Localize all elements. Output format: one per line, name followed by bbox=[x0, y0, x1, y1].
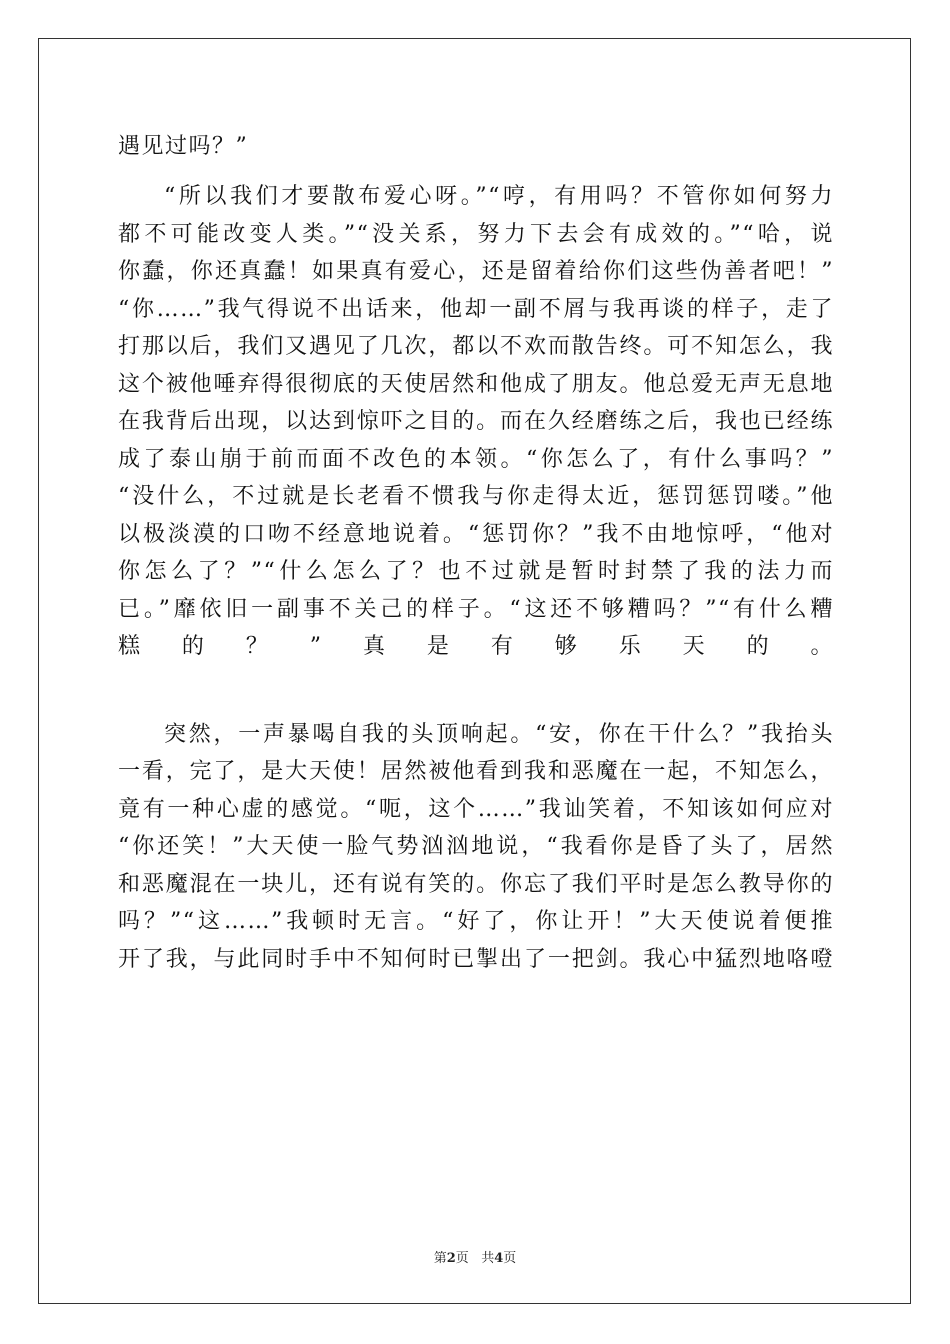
text-line: 打那以后，我们又遇见了几次，都以不欢而散告终。可不知怎么，我 bbox=[118, 334, 834, 359]
text-line: 这个被他唾弃得很彻底的天使居然和他成了朋友。他总爱无声无息地 bbox=[118, 371, 834, 397]
text-line: 成了泰山崩于前而面不改色的本领。“你怎么了，有什么事吗？” bbox=[118, 446, 834, 472]
document-body bbox=[118, 128, 834, 978]
paragraph bbox=[118, 128, 834, 166]
text-line: 遇见过吗？” bbox=[118, 134, 249, 159]
total-prefix: 共 bbox=[481, 1251, 495, 1266]
page-prefix: 第 bbox=[433, 1251, 447, 1266]
text-line bbox=[118, 666, 834, 704]
text-line: “没什么，不过就是长老看不惯我与你走得太近，惩罚惩罚喽。”他 bbox=[118, 484, 834, 509]
text-line: 竟有一种心虚的感觉。“呃，这个……”我讪笑着，不知该如何应对 bbox=[118, 796, 834, 822]
text-line: 都不可能改变人类。”“没关系，努力下去会有成效的。”“哈，说 bbox=[118, 221, 834, 247]
total-pages: 4 bbox=[494, 1251, 504, 1266]
page-suffix: 页 bbox=[455, 1251, 469, 1266]
paragraph bbox=[118, 178, 834, 703]
total-suffix: 页 bbox=[503, 1251, 517, 1266]
text-line: “所以我们才要散布爱心呀。”“哼，有用吗？不管你如何努力 bbox=[164, 184, 834, 209]
text-line: 你蠢，你还真蠢！如果真有爱心，还是留着给你们这些伪善者吧！” bbox=[118, 259, 834, 284]
paragraph bbox=[118, 716, 834, 979]
text-line: “你……”我气得说不出话来，他却一副不屑与我再谈的样子，走了 bbox=[118, 296, 834, 322]
page-number: 2 bbox=[446, 1251, 456, 1266]
text-line: 在我背后出现，以达到惊吓之目的。而在久经磨练之后，我也已经练 bbox=[118, 409, 834, 434]
text-line: “你还笑！”大天使一脸气势汹汹地说，“我看你是昏了头了，居然 bbox=[118, 834, 834, 859]
page-footer bbox=[0, 1247, 950, 1266]
text-line: 一看，完了，是大天使！居然被他看到我和恶魔在一起，不知怎么， bbox=[118, 759, 834, 784]
text-line: 开了我，与此同时手中不知何时已掣出了一把剑。我心中猛烈地咯噔 bbox=[118, 946, 834, 972]
text-line: 糕的？”真是有够乐天的。 bbox=[118, 634, 834, 659]
text-line: 突然，一声暴喝自我的头顶响起。“安，你在干什么？”我抬头 bbox=[164, 721, 834, 747]
text-line: 你怎么了？”“什么怎么了？也不过就是暂时封禁了我的法力而 bbox=[118, 559, 834, 584]
text-line: 吗？”“这……”我顿时无言。“好了，你让开！”大天使说着便推 bbox=[118, 909, 834, 934]
text-line: 和恶魔混在一块儿，还有说有笑的。你忘了我们平时是怎么教导你的 bbox=[118, 871, 834, 897]
text-line: 以极淡漠的口吻不经意地说着。“惩罚你？”我不由地惊呼，“他对 bbox=[118, 521, 834, 547]
text-line: 已。”靡依旧一副事不关己的样子。“这还不够糟吗？”“有什么糟 bbox=[118, 596, 834, 622]
